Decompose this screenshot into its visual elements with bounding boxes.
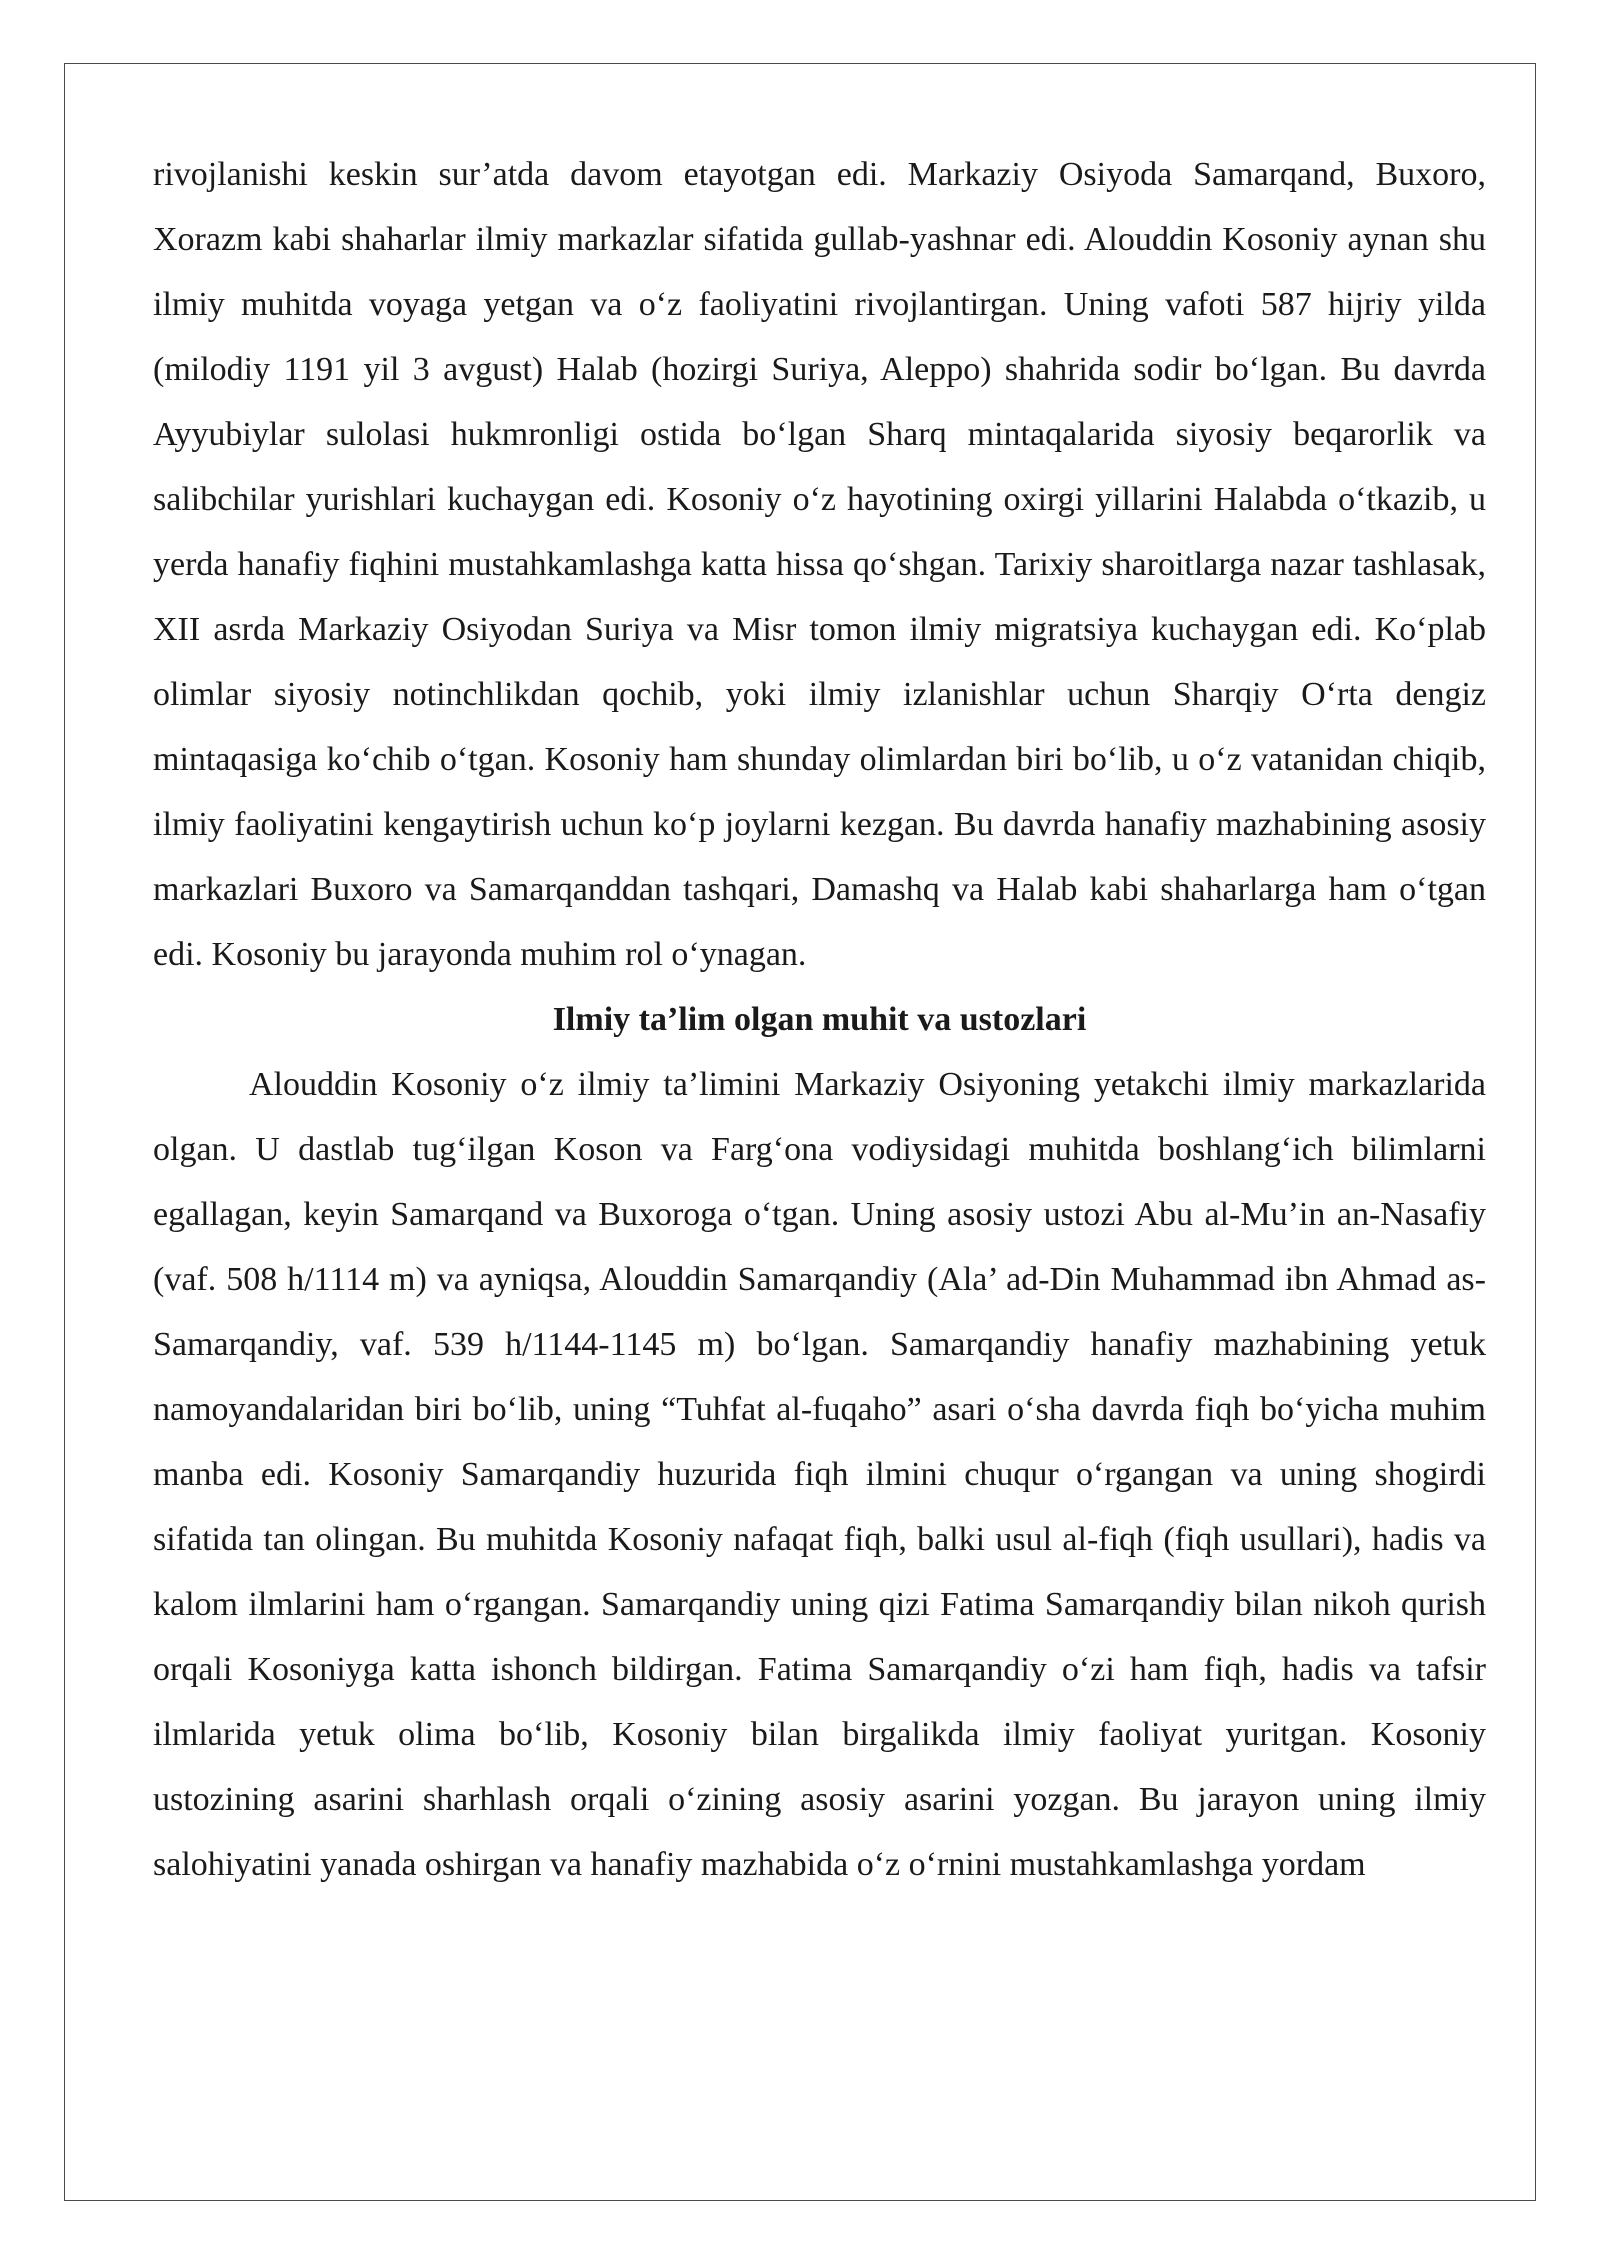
document-body [153,142,1486,1897]
paragraph: rivojlanishi keskin sur’atda davom etayotgan edi. Markaziy Osiyoda Samarqand, Buxoro, Xorazm kabi shaharlar ilmiy markazlar sifatida gullab-yashnar edi. Alouddin Kosoniy aynan shu ilmiy muhitda voyaga yetgan va o‘z faoliyatini rivojlantirgan. Uning vafoti 587 hijriy yilda (milodiy 1191 yil 3 avgust) Halab (hozirgi Suriya, Aleppo) shahrida sodir bo‘lgan. Bu davrda Ayyubiylar sulolasi hukmronligi ostida bo‘lgan Sharq mintaqalarida siyosiy beqarorlik va salibchilar yurishlari kuchaygan edi. Kosoniy o‘z hayotining oxirgi yillarini Halabda o‘tkazib, u yerda hanafiy fiqhini mustahkamlashga katta hissa qo‘shgan. Tarixiy sharoitlarga nazar tashlasak, XII asrda Markaziy Osiyodan Suriya va Misr tomon ilmiy migratsiya kuchaygan edi. Ko‘plab olimlar siyosiy notinchlikdan qochib, yoki ilmiy izlanishlar uchun Sharqiy O‘rta dengiz mintaqasiga ko‘chib o‘tgan. Kosoniy ham shunday olimlardan biri bo‘lib, u o‘z vatanidan chiqib, ilmiy faoliyatini kengaytirish uchun ko‘p joylarni kezgan. Bu davrda hanafiy mazhabining asosiy markazlari Buxoro va Samarqanddan tashqari, Damashq va Halab kabi shaharlarga ham o‘tgan edi. Kosoniy bu jarayonda muhim rol o‘ynagan. [153,156,1486,973]
paragraph: Alouddin Kosoniy o‘z ilmiy ta’limini Markaziy Osiyoning yetakchi ilmiy markazlarida olgan. U dastlab tug‘ilgan Koson va Farg‘ona vodiysidagi muhitda boshlang‘ich bilimlarni egallagan, keyin Samarqand va Buxoroga o‘tgan. Uning asosiy ustozi Abu al-Mu’in an-Nasafiy (vaf. 508 h/1114 m) va ayniqsa, Alouddin Samarqandiy (Ala’ ad-Din Muhammad ibn Ahmad as-Samarqandiy, vaf. 539 h/1144-1145 m) bo‘lgan. Samarqandiy hanafiy mazhabining yetuk namoyandalaridan biri bo‘lib, uning “Tuhfat al-fuqaho” asari o‘sha davrda fiqh bo‘yicha muhim manba edi. Kosoniy Samarqandiy huzurida fiqh ilmini chuqur o‘rgangan va uning shogirdi sifatida tan olingan. Bu muhitda Kosoniy nafaqat fiqh, balki usul al-fiqh (fiqh usullari), hadis va kalom ilmlarini ham o‘rgangan. Samarqandiy uning qizi Fatima Samarqandiy bilan nikoh qurish orqali Kosoniyga katta ishonch bildirgan. Fatima Samarqandiy o‘zi ham fiqh, hadis va tafsir ilmlarida yetuk olima bo‘lib, Kosoniy bilan birgalikda ilmiy faoliyat yuritgan. Kosoniy ustozining asarini sharhlash orqali o‘zining asosiy asarini yozgan. Bu jarayon uning ilmiy salohiyatini yanada oshirgan va hanafiy mazhabida o‘z o‘rnini mustahkamlashga yordam [153,1066,1486,1883]
section-heading: Ilmiy ta’lim olgan muhit va ustozlari [552,1001,1087,1038]
